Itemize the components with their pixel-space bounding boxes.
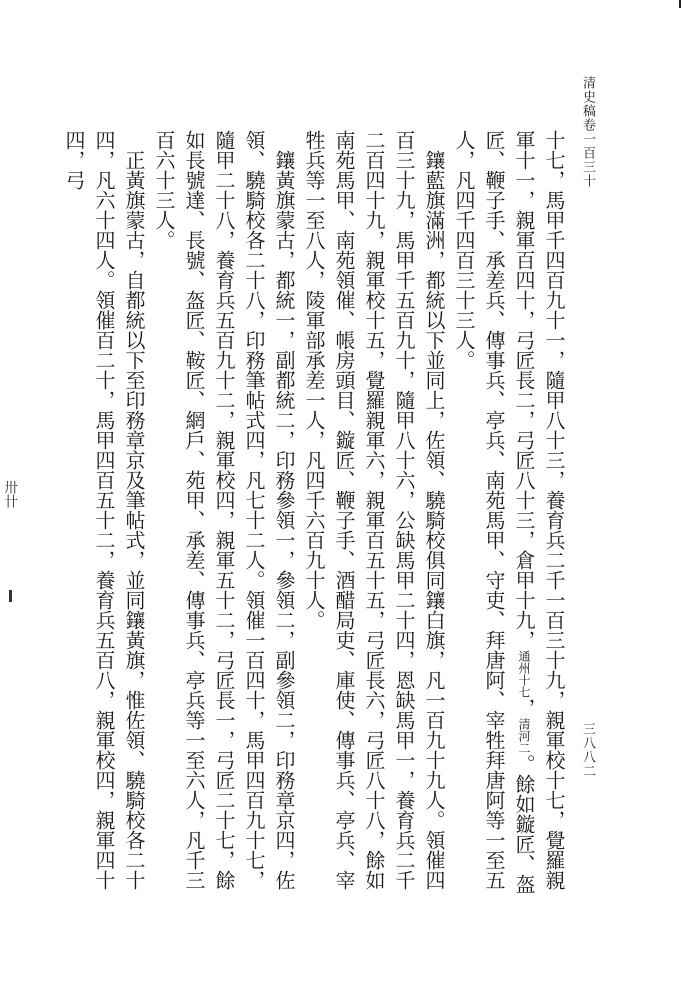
page-number: 三八八二: [580, 722, 595, 778]
gutter-mark: 卅卄: [2, 480, 18, 508]
body-paragraph: [59, 130, 149, 905]
running-header-title: 清史稿卷一百三十: [580, 76, 595, 188]
text-run: 鑲黃旗蒙古，都統一，副都統二，印務參領一，參領二，副參領二，印務章京四，佐領、驍騎校各二十八，印務筆帖式四，凡七十二人。領催一百四十，馬甲四百九十七，隨甲二十八，養育兵五百九十二，親軍校四，親軍五十二，弓匠長一，弓匠二十七，餘如長號達、長號、盔匠、鞍匠、網戶、苑甲、承差、傳事兵、亭兵等一至六人，凡千三百六十三人。: [152, 130, 296, 890]
inline-note: 清河二: [517, 718, 531, 754]
body-text-columns: [62, 130, 569, 905]
body-paragraph: [449, 130, 569, 905]
corner-mark: [673, 0, 681, 8]
body-paragraph: [299, 130, 449, 905]
inline-note: 通州十七: [517, 650, 531, 698]
text-run: 十七，馬甲千四百九十一，隨甲八十三，養育兵二千一百三十九，親軍校十七，覺羅親軍十一，親軍百四十，弓匠長二，弓匠八十三，倉甲十九，: [512, 130, 566, 890]
text-run: 鑲藍旗滿洲，都統以下並同上，佐領、驍騎校俱同鑲白旗，凡一百九十九人。領催四百三十九，馬甲千五百九十，隨甲八十六，公缺馬甲二十四，恩缺馬甲一，養育兵二千二百四十九，親軍校十五，覺羅親軍六，親軍百五十五，弓匠長六，弓匠八十八，餘如南苑馬甲、南苑領催、帳房頭目、鏇匠、鞭子手、酒醋局吏、庫使、傳事兵、亭兵、宰牲兵等一至八人，陵軍部承差一人，凡四千六百九十人。: [302, 130, 446, 890]
text-run: 正黃旗蒙古，自都統以下至印務章京及筆帖式，並同鑲黃旗，惟佐領、驍騎校各二十四，凡六十四人。領催百二十，馬甲四百五十二，養育兵五百八，親軍校四，親軍四十四，弓: [62, 130, 146, 890]
text-run: 。餘如鏇匠、盔匠、鞭子手、承差兵、傳事兵、亭兵、南苑馬甲、守吏、拜唐阿、宰牲拜唐阿等一至五人，凡四千四百三十三人。: [452, 130, 536, 894]
text-run: ，: [512, 698, 536, 718]
body-paragraph: [149, 130, 299, 905]
gutter-tick: [9, 590, 12, 602]
